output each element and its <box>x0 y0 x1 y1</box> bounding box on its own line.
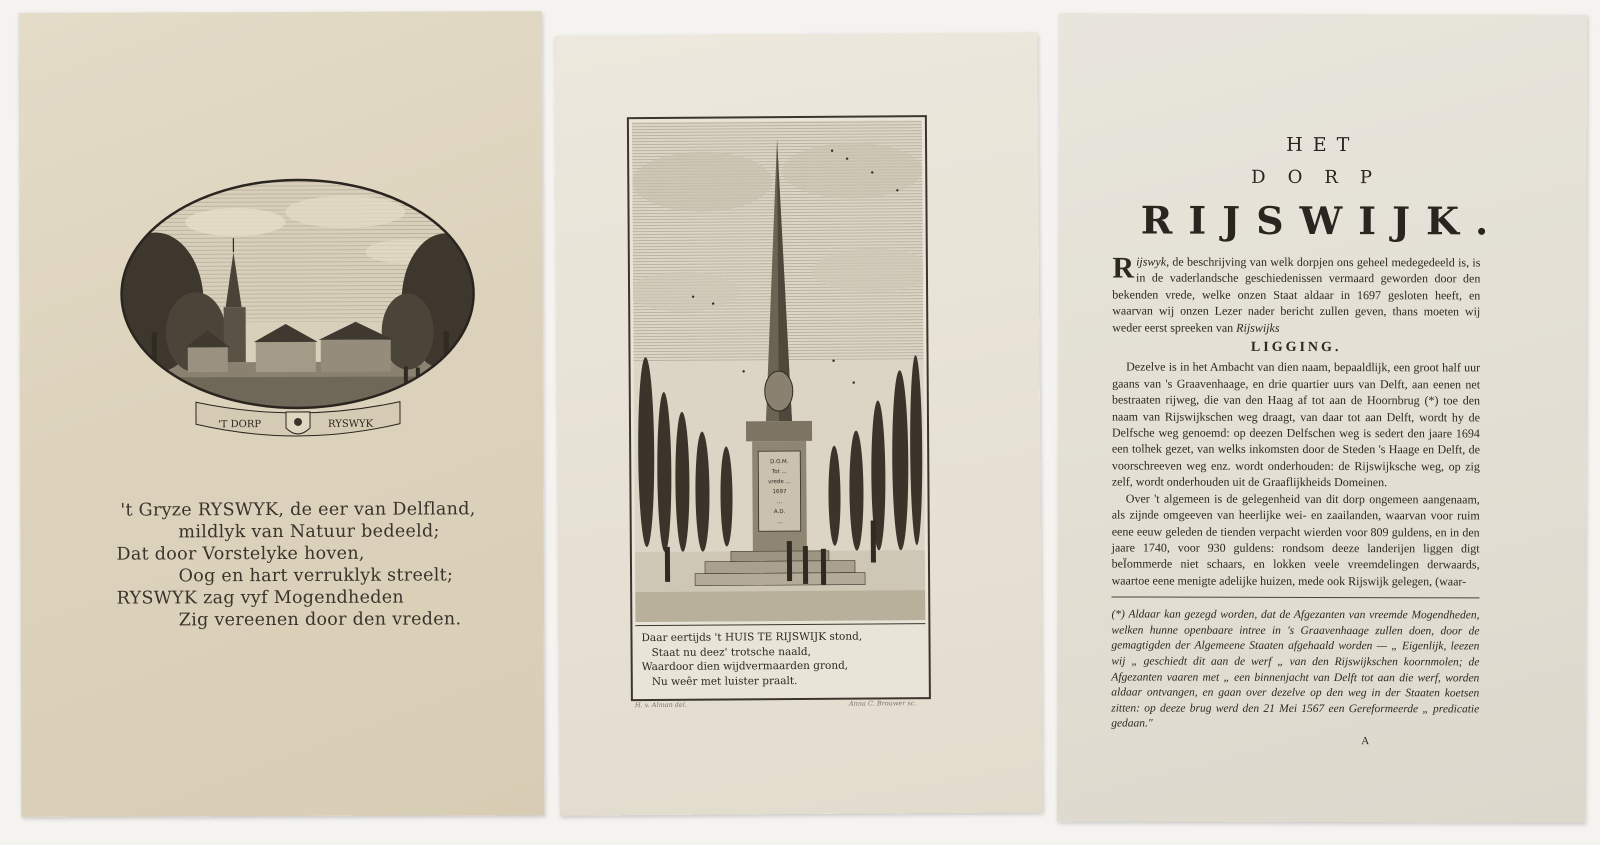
intro-last-word: Rijswijks <box>1236 320 1280 335</box>
pedestal-inscription-line: Tot ... <box>771 469 787 476</box>
oval-vignette-engraving <box>115 171 480 480</box>
footnote-rule <box>1112 597 1480 599</box>
pedestal-inscription-line: 1697 <box>772 489 787 496</box>
intro-first-word: ijswyk <box>1136 254 1167 269</box>
engraver-signature-right: Anna C. Brouwer sc. <box>848 699 917 708</box>
verse-line: RYSWYK zag vyf Mogendheden <box>116 587 405 609</box>
paragraph-intro <box>1112 253 1480 336</box>
engraving-plate <box>627 115 931 701</box>
title-dorp: DORP <box>1251 166 1395 189</box>
footnote: (*) Aldaar kan gezegd worden, dat de Afgezanten van vreemde Mogendheden, welken hunne openbaare intree in 's Graavenhaage zullen doen, door de gemagtigden der Algemeene Staaten afgehaald worden — „ Eigenlijk, leezen wij „ geschiedt dit aan de werf „ van den Rijswijkschen koornmolen; de Afgezanten vaaren met „ een binnenjacht van Delft tot aan die werf, worden aldaar ontvangen, en gaan over dezelve op den weg in der Staaten koetsen zitten: op deeze brug werd den 21 Mei 1567 een Gereformeerde „ predicatie gedaan." <box>1111 608 1480 730</box>
verse-line: Oog en hart verruklyk streelt; <box>178 565 454 587</box>
obelisk-engraving <box>632 120 925 622</box>
paragraph-location: Dezelve is in het Ambacht van dien naam, bepaaldlijk, een groot half uur gaans van 's Graavenhaage, en drie quartier uurs van Delft, aan eenen net bestraaten rijweg, die van den Haag af tot aan de Hoornbrug (*) toe den naam van Rijswijkschen weg draagt, van daar tot aan Delft, wordt hy de Delfsche weg genoemd: op deezen Delfschen weg is sedert den jaare 1694 een tolhek gezet, van welks inkomsten door de Steden 's Haage en Delft, de voorschreeven weg enz. wordt onderhouden: de Rijswijksche weg, op zig zelf, wordt onderhouden uit de Graaflijkheids Domeinen. <box>1111 359 1481 490</box>
intro-text: , de beschrijving van welk dorpjen ons geheel medegedeeld is, is in de vaderlandsche geschiedenissen vermaard geworden door den bekenden vrede, welke onzen Staat aldaar in 1697 gesloten heeft, en waarvan wij onzen Lezer nader bericht zullen geven, thans moeten wij weder eerst spreeken van <box>1112 254 1481 335</box>
page-title: RIJSWIJK. <box>1140 197 1505 244</box>
plate-caption-rule <box>635 623 925 626</box>
plate-caption <box>637 629 923 689</box>
body-text <box>1111 253 1480 749</box>
pedestal-inscription-line: ... <box>777 519 783 526</box>
drop-capital: R <box>1112 251 1135 285</box>
verse-line: mildlyk van Natuur bedeeld; <box>178 521 440 543</box>
caption-line: Daar eertijds 't HUIS TE RIJSWIJK stond, <box>641 630 863 645</box>
verse-line: Zig vereenen door den vreden. <box>178 609 462 631</box>
pedestal-inscription-line: ... <box>776 499 783 506</box>
paragraph-surroundings: Over 't algemeen is de gelegenheid van dit dorp ongemeen aangenaam, als zijnde omgeeven van heerlijke wei- en zaailanden, waarvan voor ruim eene eeuw geleden de tienden verpacht wierden voor 809 guldens, en in den jaare 1740, voor 930 guldens: rondsom deeze landerijen liggen digt beÏommerde niet schaars, en lokken veele vreemdelingen derwaards, waartoe eene menigte adelijke huizen, mede ook Rijswijk gelegen, (waar- <box>1111 491 1480 589</box>
sheet-left-vignette-page <box>19 11 545 817</box>
pedestal-inscription-line: D.O.M. <box>770 459 789 466</box>
pedestal-inscription-line: vrede ... <box>768 479 791 486</box>
vignette-caption-right: RYSWYK <box>328 418 374 430</box>
caption-line: Nu weêr met luister praalt. <box>651 674 798 688</box>
engraver-signature-left: H. v. Alman del. <box>634 700 688 710</box>
vignette-caption-left: 'T DORP <box>218 419 262 431</box>
caption-line: Staat nu deez' trotsche naald, <box>651 645 811 659</box>
sheet-middle-plate-page <box>554 32 1042 815</box>
verse-line: Dat door Vorstelyke hoven, <box>116 543 365 565</box>
verse-poem <box>20 498 543 631</box>
pedestal-inscription-line: A.D. <box>773 509 786 516</box>
section-heading: LIGGING. <box>1250 339 1342 356</box>
title-het: HET <box>1286 133 1360 157</box>
catchword: A <box>1361 734 1370 747</box>
caption-line: Waardoor dien wijdvermaarden grond, <box>641 659 849 674</box>
sheet-right-text-page <box>1057 13 1587 822</box>
verse-line: 't Gryze RYSWYK, de eer van Delfland, <box>120 499 476 521</box>
